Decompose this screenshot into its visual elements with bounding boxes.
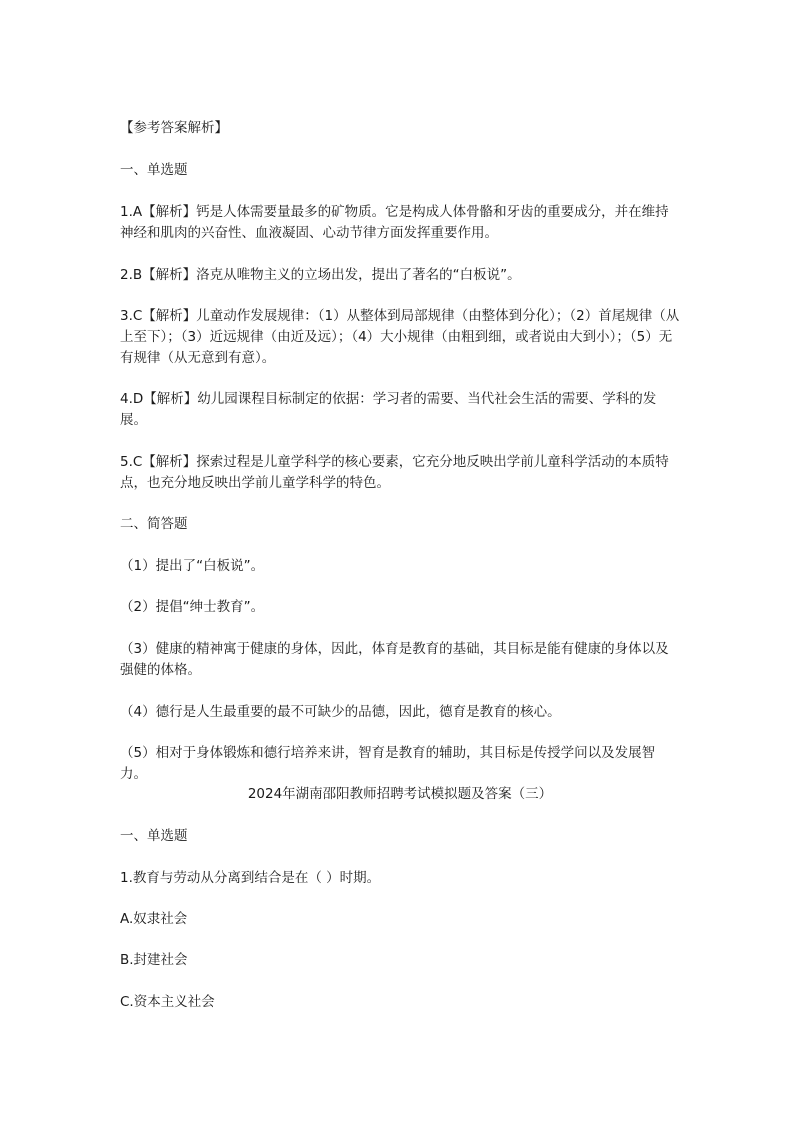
short-answer-heading: 二、简答题 [120, 516, 188, 532]
answer-item-1: 1.A【解析】钙是人体需要量最多的矿物质。它是构成人体骨骼和牙齿的重要成分，并在维持神经和肌肉的兴奋性、血液凝固、心动节律方面发挥重要作用。 [120, 204, 669, 241]
exam-title: 2024年湖南邵阳教师招聘考试模拟题及答案（三） [247, 786, 553, 802]
answer-item-2: 2.B【解析】洛克从唯物主义的立场出发，提出了著名的“白板说”。 [120, 267, 521, 283]
short-answer-4: （4）德行是人生最重要的最不可缺少的品德，因此，德育是教育的核心。 [120, 704, 561, 720]
option-b: B.封建社会 [120, 952, 188, 968]
answer-item-4: 4.D【解析】幼儿园课程目标制定的依据：学习者的需要、当代社会生活的需要、学科的发展。 [120, 391, 657, 428]
option-c: C.资本主义社会 [120, 994, 215, 1010]
short-answer-1: （1）提出了“白板说”。 [120, 558, 265, 574]
short-answer-2: （2）提倡“绅士教育”。 [120, 599, 265, 615]
short-answer-3: （3）健康的精神寓于健康的身体，因此，体育是教育的基础，其目标是能有健康的身体以及强健的体格。 [120, 641, 669, 678]
question-1: 1.教育与劳动从分离到结合是在（ ）时期。 [120, 870, 381, 886]
answer-item-3: 3.C【解析】儿童动作发展规律：（1）从整体到局部规律（由整体到分化）；（2）首尾规律（从上至下）；（3）近远规律（由近及远）；（4）大小规律（由粗到细，或者说由大到小）；（5）无有规律（从无意到有意）。 [120, 308, 680, 366]
answer-analysis-heading: 【参考答案解析】 [120, 120, 228, 136]
answer-item-5: 5.C【解析】探索过程是儿童学科学的核心要素，它充分地反映出学前儿童科学活动的本质特点，也充分地反映出学前儿童学科学的特色。 [120, 454, 669, 491]
short-answer-5: （5）相对于身体锻炼和德行培养来讲，智育是教育的辅助，其目标是传授学问以及发展智力。 [120, 745, 656, 782]
exam-single-choice-heading: 一、单选题 [120, 828, 188, 844]
single-choice-heading: 一、单选题 [120, 162, 188, 178]
option-a: A.奴隶社会 [120, 911, 188, 927]
